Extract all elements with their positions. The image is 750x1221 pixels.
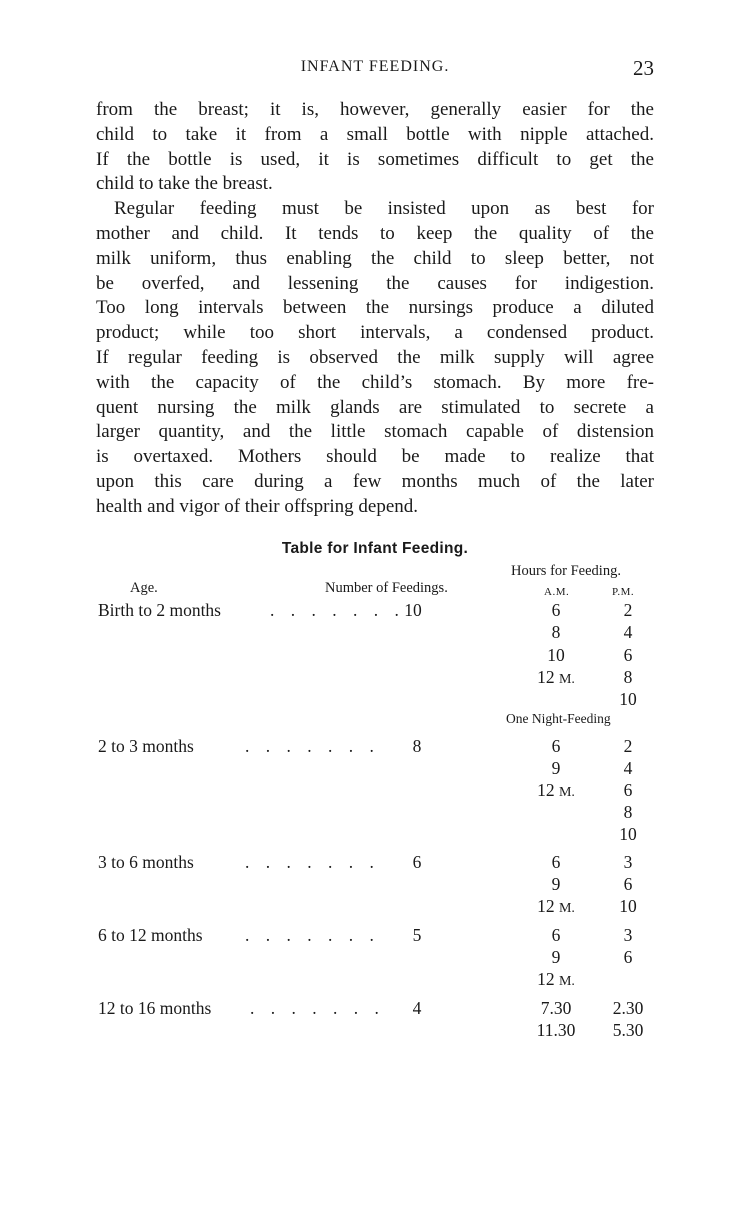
pm-hour: 8 — [623, 667, 633, 687]
am-hour: 12 — [537, 667, 555, 687]
dot-leader: . . . . . . . — [245, 925, 380, 945]
am-hour: 6 — [551, 925, 561, 945]
am-hour: 11.30 — [536, 1020, 576, 1040]
body-line: If regular feeding is observed the milk supply will agree — [96, 346, 654, 368]
am-hour: 6 — [551, 736, 561, 756]
running-title: INFANT FEEDING. — [300, 58, 450, 75]
body-line: child to take it from a small bottle with nipple attached. — [96, 123, 654, 145]
table-caption: Table for Infant Feeding. — [281, 540, 469, 557]
body-line: mother and child. It tends to keep the quality of the — [96, 222, 654, 244]
am-header: A.M. — [544, 586, 570, 598]
am-hour: 9 — [551, 874, 561, 894]
am-hour: 9 — [551, 947, 561, 967]
pm-hour: 10 — [619, 896, 637, 916]
body-line: from the breast; it is, however, generally easier for the — [96, 99, 654, 120]
noon-suffix: M. — [558, 785, 575, 800]
dot-leader: . . . . . . . — [245, 736, 380, 756]
pm-hour: 6 — [623, 947, 633, 967]
dot-leader: . . . . . . . — [270, 600, 405, 620]
am-hour-noon — [510, 667, 602, 688]
body-line: upon this care during a few months much of the later — [96, 470, 654, 492]
age-cell: 2 to 3 months — [98, 736, 194, 756]
body-line: quent nursing the milk glands are stimulated to secrete a — [96, 396, 654, 418]
am-hour-noon — [510, 896, 602, 917]
am-hour: 6 — [551, 852, 561, 872]
pm-hour: 4 — [623, 758, 633, 778]
body-text — [96, 98, 654, 520]
age-cell: 3 to 6 months — [98, 852, 194, 872]
age-cell: 12 to 16 months — [98, 998, 212, 1018]
am-hour: 6 — [551, 600, 561, 620]
feedings-count: 6 — [412, 852, 422, 872]
pm-hour: 6 — [623, 645, 633, 665]
feedings-count: 5 — [412, 925, 422, 945]
running-head — [96, 56, 654, 80]
am-hour: 12 — [537, 969, 555, 989]
noon-suffix: M. — [558, 974, 575, 989]
body-line: Regular feeding must be insisted upon as best for — [114, 198, 654, 220]
noon-suffix: M. — [558, 901, 575, 916]
am-hour: 12 — [537, 780, 555, 800]
am-hour: 10 — [547, 645, 565, 665]
pm-hour: 3 — [623, 852, 633, 872]
body-line: larger quantity, and the little stomach capable of distension — [96, 421, 654, 443]
age-cell: 6 to 12 months — [98, 925, 203, 945]
body-line: with the capacity of the child’s stomach. By more fre- — [96, 371, 654, 393]
pm-hour: 4 — [623, 622, 633, 642]
dot-leader: . . . . . . . — [250, 998, 385, 1018]
feedings-count: 4 — [412, 998, 422, 1018]
pm-header: P.M. — [612, 586, 635, 598]
am-hour: 12 — [537, 896, 555, 916]
pm-hour: 10 — [619, 824, 637, 844]
body-line: milk uniform, thus enabling the child to sleep better, not — [96, 247, 654, 269]
am-hour: 9 — [551, 758, 561, 778]
pm-hour: 5.30 — [612, 1020, 644, 1040]
am-hour: 8 — [551, 622, 561, 642]
age-header: Age. — [130, 580, 158, 596]
body-line: health and vigor of their offspring depend. — [96, 495, 419, 517]
pm-hour: 2 — [623, 736, 633, 756]
pm-hour: 3 — [623, 925, 633, 945]
body-line: Too long intervals between the nursings produce a diluted — [96, 297, 654, 319]
feedings-count: 8 — [412, 736, 422, 756]
pm-hour: 8 — [623, 802, 633, 822]
noon-suffix: M. — [558, 672, 575, 687]
body-line: If the bottle is used, it is sometimes difficult to get the — [96, 148, 654, 170]
dot-leader: . . . . . . . — [245, 852, 380, 872]
am-hour-noon — [510, 969, 602, 990]
body-line: be overfed, and lessening the causes for indigestion. — [96, 272, 654, 294]
body-line: product; while too short intervals, a condensed product. — [96, 322, 654, 344]
body-line: is overtaxed. Mothers should be made to realize that — [96, 446, 654, 468]
number-header: Number of Feedings. — [325, 580, 448, 596]
night-feeding-note: One Night-Feeding — [506, 711, 611, 726]
pm-hour: 6 — [623, 874, 633, 894]
pm-hour: 10 — [619, 689, 637, 709]
pm-hour: 2.30 — [612, 998, 644, 1018]
am-hour-noon — [510, 780, 602, 801]
pm-hour: 6 — [623, 780, 633, 800]
feedings-count: 10 — [404, 600, 422, 620]
hours-header: Hours for Feeding. — [511, 563, 621, 579]
page-number: 23 — [633, 56, 654, 80]
body-line: child to take the breast. — [96, 173, 273, 195]
pm-hour: 2 — [623, 600, 633, 620]
age-cell: Birth to 2 months — [98, 600, 221, 620]
am-hour: 7.30 — [540, 998, 572, 1018]
